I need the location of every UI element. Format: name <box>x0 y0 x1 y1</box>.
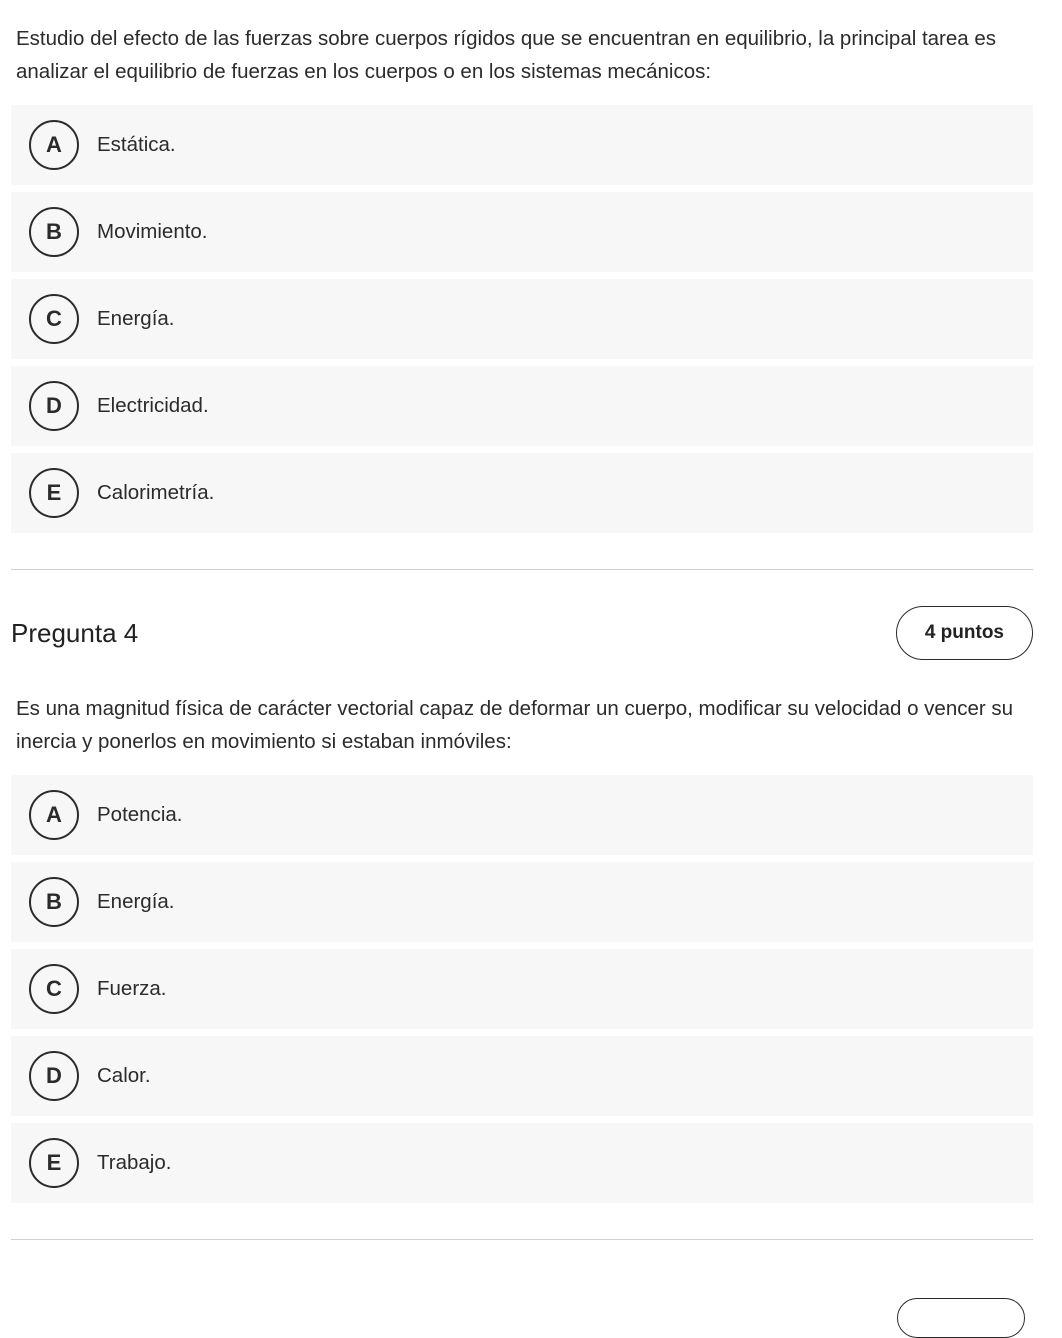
option-label: Movimiento. <box>97 220 208 243</box>
question-text: Estudio del efecto de las fuerzas sobre cuerpos rígidos que se encuentran en equilibrio, la principal tarea es analizar el equilibrio de fuerzas en los cuerpos o en los sistemas mecánicos: <box>16 27 997 83</box>
option-b[interactable] <box>11 192 1033 272</box>
question-text: Es una magnitud física de carácter vectorial capaz de deformar un cuerpo, modificar su velocidad o vencer su inercia y ponerlos en movimiento si estaban inmóviles: <box>16 697 1014 753</box>
option-b[interactable] <box>11 862 1033 942</box>
next-points-badge <box>897 1298 1025 1338</box>
option-label: Energía. <box>97 890 175 913</box>
answer-options <box>11 775 1033 1203</box>
question-title: Pregunta 4 <box>11 617 139 648</box>
quiz-page <box>11 0 1033 1240</box>
option-label: Calorimetría. <box>97 481 215 504</box>
option-letter: A <box>29 790 79 840</box>
option-label: Potencia. <box>97 803 183 826</box>
option-letter: E <box>29 1138 79 1188</box>
answer-options <box>11 105 1033 533</box>
option-label: Trabajo. <box>97 1151 172 1174</box>
question-3 <box>11 0 1033 533</box>
option-letter: D <box>29 381 79 431</box>
option-label: Energía. <box>97 307 175 330</box>
option-letter: A <box>29 120 79 170</box>
option-letter: C <box>29 294 79 344</box>
question-header <box>11 606 1033 660</box>
option-a[interactable] <box>11 775 1033 855</box>
option-c[interactable] <box>11 279 1033 359</box>
option-letter: D <box>29 1051 79 1101</box>
question-divider <box>11 569 1033 570</box>
option-d[interactable] <box>11 1036 1033 1116</box>
option-letter: C <box>29 964 79 1014</box>
option-c[interactable] <box>11 949 1033 1029</box>
question-divider <box>11 1239 1033 1240</box>
option-letter: E <box>29 468 79 518</box>
points-badge: 4 puntos <box>896 606 1033 660</box>
option-e[interactable] <box>11 453 1033 533</box>
option-label: Electricidad. <box>97 394 209 417</box>
option-d[interactable] <box>11 366 1033 446</box>
option-letter: B <box>29 207 79 257</box>
question-4 <box>11 606 1033 1203</box>
option-label: Calor. <box>97 1064 151 1087</box>
option-e[interactable] <box>11 1123 1033 1203</box>
option-letter: B <box>29 877 79 927</box>
option-label: Fuerza. <box>97 977 167 1000</box>
option-a[interactable] <box>11 105 1033 185</box>
option-label: Estática. <box>97 133 176 156</box>
